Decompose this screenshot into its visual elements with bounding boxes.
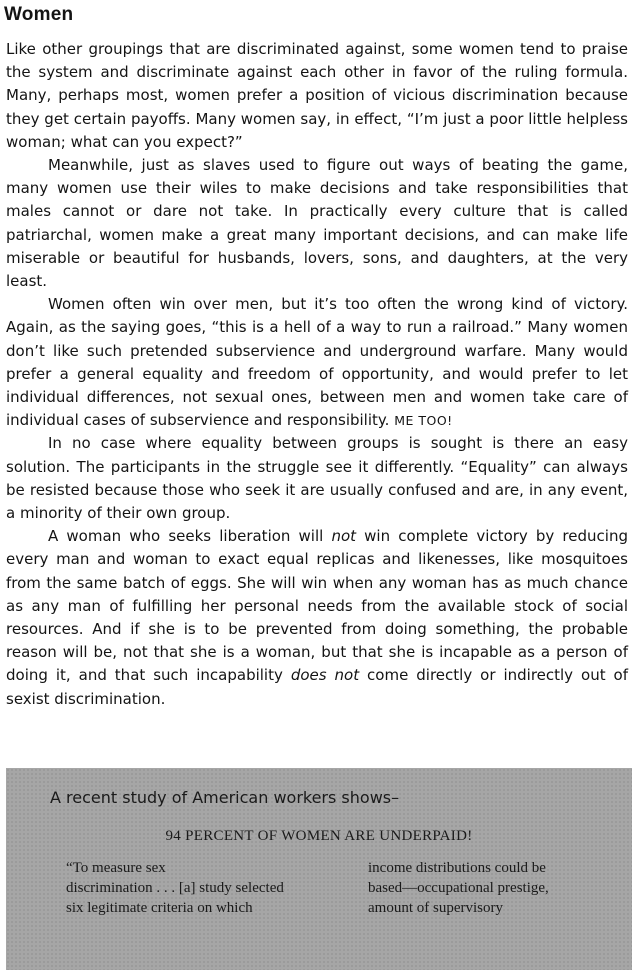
emphasis-not: not [331, 527, 357, 546]
callout-quote-right [368, 858, 618, 918]
margin-note: ME TOO! [394, 413, 453, 429]
emphasis-does-not: does not [290, 666, 360, 685]
paragraph-3-text: Women often win over men, but it’s too often the wrong kind of victory. Again, as the saying goes, “this is a hell of a way to run a railroad.” Many women don’t like such pretended subservience and underground warfare. Many would prefer a general equality and freedom of opportunity, and would prefer to let individual differences, not sexual ones, between men and women take care of individual cases of subservience and responsibility. [6, 295, 628, 430]
callout-headline: 94 PERCENT OF WOMEN ARE UNDERPAID! [165, 828, 473, 844]
paragraph-5 [6, 525, 628, 711]
paragraph-4: In no case where equality between groups is sought is there an easy solution. The participants in the struggle see it differently. “Equality” can always be resisted because those who seek it are usually confused and are, in any event, a minority of their own group. [6, 434, 628, 523]
section-heading: Women [4, 4, 74, 25]
paragraph-5-part-3: come directly or indirectly out of sexist discrimination. [6, 666, 628, 708]
callout-lead: A recent study of American workers shows– [50, 788, 400, 807]
quote-line: “To measure sex [66, 860, 166, 876]
paragraph-3 [6, 293, 628, 432]
callout-box [6, 768, 632, 970]
quote-line: amount of supervisory [368, 900, 503, 916]
callout-quote-left [66, 858, 346, 918]
paragraph-5-part-2: win complete victory by reducing every man and woman to exact equal replicas and likenesses, like mosquitoes from the same batch of eggs. She will win when any woman has as much chance as any man of fulfilling her personal needs from the available stock of social resources. And if she is to be prevented from doing something, the probable reason will be, not that she is a woman, but that she is incapable as a person of doing it, and that such incapability [6, 527, 628, 685]
paragraph-1: Like other groupings that are discriminated against, some women tend to praise the system and discriminate against each other in favor of the ruling formula. Many, perhaps most, women prefer a position of vicious discrimination because they get certain payoffs. Many women say, in effect, “I’m just a poor little helpless woman; what can you expect?” [6, 40, 628, 151]
paragraph-2: Meanwhile, just as slaves used to figure out ways of beating the game, many women use their wiles to make decisions and take responsibilities that males cannot or dare not take. In practically every culture that is called patriarchal, women make a great many important decisions, and can make life miserable or beautiful for husbands, lovers, sons, and daughters, at the very least. [6, 156, 628, 291]
quote-line: based—occupational prestige, [368, 880, 549, 896]
paragraph-5-part-1: A woman who seeks liberation will [48, 527, 332, 546]
quote-line: six legitimate criteria on which [66, 900, 253, 916]
article-body [6, 38, 628, 711]
quote-line: income distributions could be [368, 860, 546, 876]
quote-line: discrimination . . . [a] study selected [66, 880, 284, 896]
